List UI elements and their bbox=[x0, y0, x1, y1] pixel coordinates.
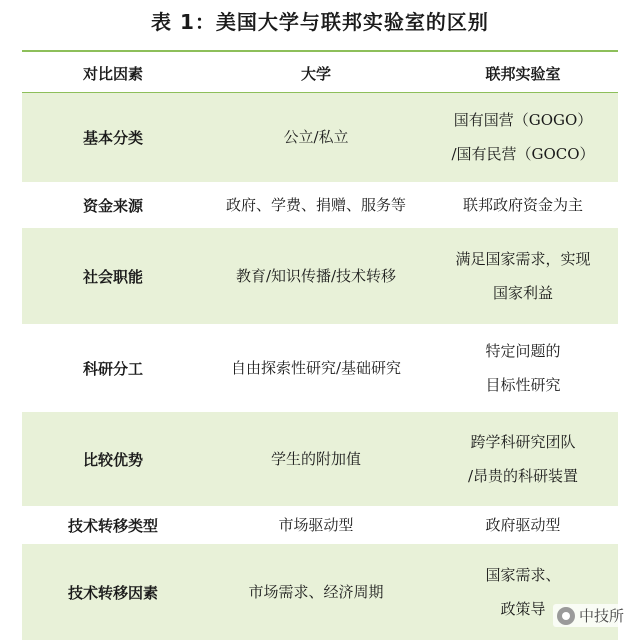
header-factor: 对比因素 bbox=[82, 65, 143, 84]
row-university: 学生的附加值 bbox=[204, 412, 428, 506]
table-header-row bbox=[22, 56, 618, 92]
row-lab: 政府驱动型 bbox=[485, 516, 561, 534]
row-university: 公立/私立 bbox=[204, 92, 428, 182]
row-university: 教育/知识传播/技术转移 bbox=[204, 228, 428, 324]
table-title: 表 1：美国大学与联邦实验室的区别 bbox=[151, 10, 489, 34]
row-lab: 跨学科研究团队 /昂贵的科研装置 bbox=[428, 412, 618, 506]
table-row bbox=[22, 228, 618, 324]
watermark bbox=[553, 604, 628, 627]
comparison-table bbox=[22, 56, 618, 640]
row-university: 市场需求、经济周期 bbox=[204, 544, 428, 640]
header-lab: 联邦实验室 bbox=[485, 65, 561, 84]
table-row bbox=[22, 182, 618, 228]
row-university: 自由探索性研究/基础研究 bbox=[230, 359, 402, 377]
row-factor: 资金来源 bbox=[82, 196, 143, 215]
row-factor: 比较优势 bbox=[22, 412, 204, 506]
header-university: 大学 bbox=[300, 65, 331, 84]
wechat-icon bbox=[557, 607, 575, 625]
row-factor: 技术转移类型 bbox=[67, 516, 158, 535]
row-factor: 技术转移因素 bbox=[22, 544, 204, 640]
row-lab: 特定问题的 目标性研究 bbox=[485, 342, 561, 394]
table-row bbox=[22, 92, 618, 182]
row-lab: 联邦政府资金为主 bbox=[462, 196, 583, 214]
row-factor: 科研分工 bbox=[82, 359, 143, 378]
row-lab: 国有国营（GOGO） /国有民营（GOCO） bbox=[428, 92, 618, 182]
table-row bbox=[22, 506, 618, 544]
row-factor: 基本分类 bbox=[22, 92, 204, 182]
top-rule bbox=[22, 50, 618, 52]
row-lab: 国家需求、 政策导 bbox=[428, 544, 618, 640]
row-factor: 社会职能 bbox=[22, 228, 204, 324]
table-row bbox=[22, 544, 618, 640]
row-university: 市场驱动型 bbox=[278, 516, 354, 534]
table-row bbox=[22, 324, 618, 412]
watermark-text: 中技所 bbox=[578, 607, 624, 625]
row-lab: 满足国家需求，实现 国家利益 bbox=[428, 228, 618, 324]
row-university: 政府、学费、捐赠、服务等 bbox=[225, 196, 406, 214]
table-row bbox=[22, 412, 618, 506]
